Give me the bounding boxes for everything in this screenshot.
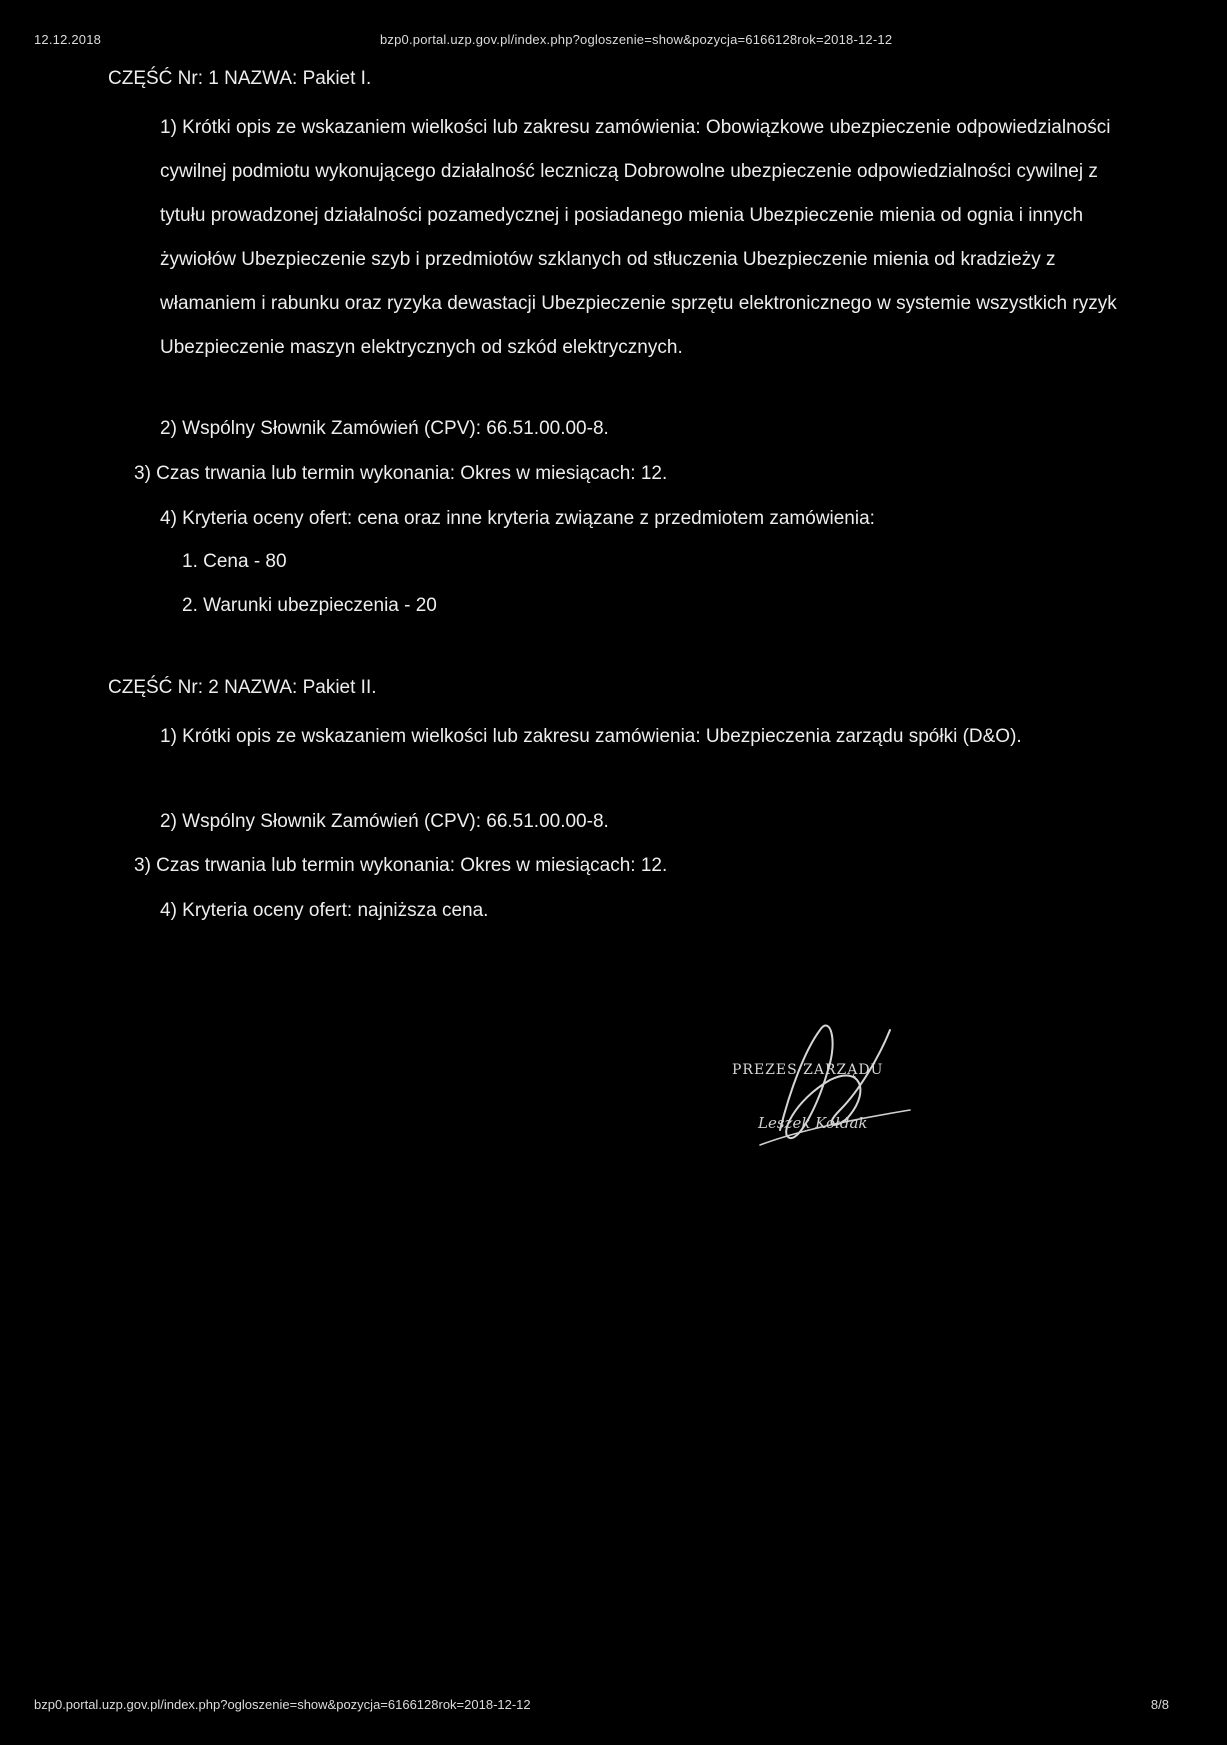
part2-duration: 3) Czas trwania lub termin wykonania: Okres w miesiącach: 12.	[134, 855, 668, 876]
stamp-title: PREZES ZARZĄDU	[732, 1062, 884, 1078]
part1-criteria-item: 2. Warunki ubezpieczenia - 20	[182, 595, 437, 616]
part2-title: CZĘŚĆ Nr: 2 NAZWA: Pakiet II.	[108, 677, 377, 698]
part2-cpv: 2) Wspólny Słownik Zamówień (CPV): 66.51.00.00-8.	[160, 811, 609, 832]
page-number: 8/8	[1150, 1697, 1169, 1712]
signature-graphic	[720, 1010, 940, 1160]
part2-criteria: 4) Kryteria oceny ofert: najniższa cena.	[160, 900, 489, 921]
part1-description: 1) Krótki opis ze wskazaniem wielkości lub zakresu zamówienia: Obowiązkowe ubezpieczenie odpowiedzialności cywilnej podmiotu wykonującego działalność leczniczą Dobrowolne ubezpieczenie odpowiedzialności cywilnej z tytułu prowadzonej działalności pozamedycznej i posiadanego mienia Ubezpieczenie mienia od ognia i innych żywiołów Ubezpieczenie szyb i przedmiotów szklanych od stłuczenia Ubezpieczenie mienia od kradzieży z włamaniem i rabunku oraz ryzyka dewastacji Ubezpieczenie sprzętu elektronicznego w systemie wszystkich ryzyk Ubezpieczenie maszyn elektrycznych od szkód elektrycznych.	[160, 117, 1117, 358]
part1-duration: 3) Czas trwania lub termin wykonania: Okres w miesiącach: 12.	[134, 463, 668, 484]
header-url: bzp0.portal.uzp.gov.pl/index.php?ogloszenie=show&pozycja=6166128rok=2018-12-12	[380, 32, 893, 47]
part1-title: CZĘŚĆ Nr: 1 NAZWA: Pakiet I.	[108, 68, 372, 89]
stamp-name: Leszek Kołdak	[758, 1114, 868, 1132]
part1-cpv: 2) Wspólny Słownik Zamówień (CPV): 66.51.00.00-8.	[160, 418, 609, 439]
header-date: 12.12.2018	[34, 32, 102, 47]
part1-criteria-item: 1. Cena - 80	[182, 551, 287, 572]
part2-description: 1) Krótki opis ze wskazaniem wielkości lub zakresu zamówienia: Ubezpieczenia zarządu spółki (D&O).	[160, 726, 1022, 747]
part1-criteria: 4) Kryteria oceny ofert: cena oraz inne kryteria związane z przedmiotem zamówienia:	[160, 508, 875, 529]
footer-url: bzp0.portal.uzp.gov.pl/index.php?ogloszenie=show&pozycja=6166128rok=2018-12-12	[34, 1697, 531, 1712]
